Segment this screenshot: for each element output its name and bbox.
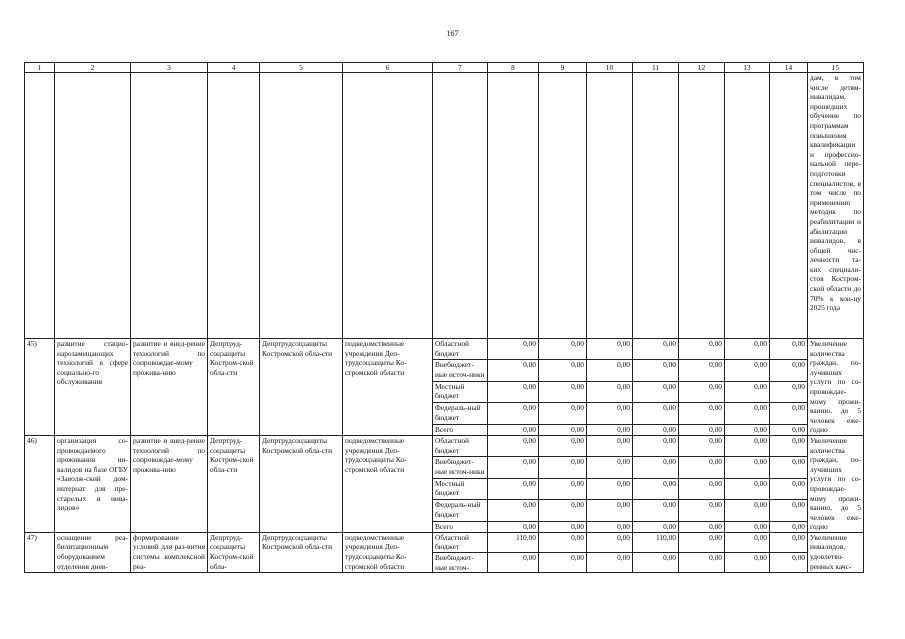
measure-name: развитие стацио-нарозамещающих технологий в сфере социально-го обслуживания [55,339,131,436]
column-header: 13 [725,63,770,73]
funding-value: 0,00 [587,403,633,424]
funding-value: 0,00 [725,521,770,532]
funding-value: 0,00 [725,500,770,521]
funding-value: 0,00 [633,553,679,573]
funding-value: 0,00 [770,521,808,532]
funding-value: 0,00 [539,478,587,499]
responsible-executor: Депртруд-соцзащиты Костром-ской обла-сти [208,435,260,532]
expected-result: Увеличение количества граждан, по-лучивших услуги по со-провождае-мому прожи-ванию, до 5 человек еже-годно [808,339,864,436]
funding-value: 0,00 [679,381,725,402]
funding-value: 0,00 [488,521,539,532]
funding-value: 0,00 [633,521,679,532]
column-header: 15 [808,63,864,73]
funding-value: 0,00 [539,424,587,435]
row-number: 46) [25,435,55,532]
funding-value: 0,00 [539,435,587,456]
funding-value: 0,00 [539,381,587,402]
funding-value: 0,00 [539,339,587,360]
funding-value: 0,00 [679,553,725,573]
funding-value: 0,00 [587,435,633,456]
funding-value: 0,00 [679,360,725,381]
funding-source: Внебюджет-ные источ-ники [433,360,488,381]
funding-value: 0,00 [587,339,633,360]
funding-value: 0,00 [633,360,679,381]
column-header: 6 [343,63,433,73]
funding-value: 0,00 [770,435,808,456]
funding-source: Внебюджет-ные источ-ники [433,457,488,478]
funding-value: 0,00 [725,478,770,499]
funding-value: 0,00 [725,457,770,478]
column-header: 9 [539,63,587,73]
funding-value: 0,00 [488,435,539,456]
funding-value: 0,00 [587,360,633,381]
funding-value: 0,00 [725,360,770,381]
column-header: 1 [25,63,55,73]
funding-value: 0,00 [539,500,587,521]
funding-value: 0,00 [633,435,679,456]
page-number: 167 [446,29,459,38]
column-header: 2 [55,63,131,73]
funding-value: 0,00 [633,500,679,521]
funding-value: 0,00 [488,478,539,499]
funding-value: 0,00 [725,553,770,573]
funding-value: 0,00 [488,500,539,521]
funding-value: 0,00 [488,360,539,381]
funding-value: 0,00 [539,521,587,532]
expected-result: Увеличение инвалидов, удовлетво-ренных качс- [808,532,864,572]
funding-value: 0,00 [770,457,808,478]
funding-value: 0,00 [633,457,679,478]
funding-value: 0,00 [679,403,725,424]
funding-value: 0,00 [770,500,808,521]
row-number: 47) [25,532,55,572]
funding-value: 0,00 [587,457,633,478]
funding-source: Областной бюджет [433,435,488,456]
funding-value: 0,00 [633,478,679,499]
funding-value: 0,00 [770,381,808,402]
funding-source: Федераль-ный бюджет [433,403,488,424]
column-header: 11 [633,63,679,73]
funding-value: 0,00 [587,553,633,573]
coexecutor: Депртрудсоцзащиты Костромской обла-сти [260,435,343,532]
funding-value: 0,00 [770,532,808,552]
funding-value: 0,00 [539,403,587,424]
measure-goal: развитие и внед-рение технологий по сопровождае-мому прожива-нию [131,339,208,436]
funding-value: 0,00 [488,424,539,435]
funding-source: Областной бюджет [433,339,488,360]
funding-value: 0,00 [770,478,808,499]
funding-source: Местный бюджет [433,478,488,499]
coexecutor: Депртрудсоцзащиты Костромской обла-сти [260,339,343,436]
responsible-executor: Депртруд-соцзащиты Костром-ской обла- [208,532,260,572]
funding-value: 0,00 [488,553,539,573]
funding-value: 0,00 [539,360,587,381]
responsible-executor: Депртруд-соцзащиты Костром-ской обла-сти [208,339,260,436]
funding-source: Всего [433,424,488,435]
funding-value: 0,00 [488,403,539,424]
column-header: 12 [679,63,725,73]
funding-value: 0,00 [725,532,770,552]
funding-value: 0,00 [679,521,725,532]
funding-value: 0,00 [679,424,725,435]
funding-source: Областной бюджет [433,532,488,552]
funding-value: 0,00 [679,457,725,478]
funding-value: 0,00 [725,381,770,402]
header-row [25,63,864,73]
funding-value: 0,00 [488,381,539,402]
participants: подведомственные учреждения Деп-трудсоцзащиты Ко-стромской области [343,339,433,436]
column-header: 3 [131,63,208,73]
funding-value: 0,00 [539,553,587,573]
row-number: 45) [25,339,55,436]
funding-value: 0,00 [679,435,725,456]
funding-value: 0,00 [633,424,679,435]
funding-value: 0,00 [488,457,539,478]
program-table [24,62,864,573]
funding-value: 0,00 [770,360,808,381]
table-row [25,435,864,456]
funding-value: 0,00 [633,403,679,424]
funding-value: 0,00 [770,339,808,360]
column-header: 7 [433,63,488,73]
participants: подведомственные учреждения Деп-трудсоцзащиты Ко-стромской области [343,532,433,572]
measure-name: организация со-провождаемого проживания ин-валидов на базе ОГБУ «Заволж-ский дом-интернат для пре-старелых и инва-лидов» [55,435,131,532]
table-row [25,339,864,360]
funding-source: Местный бюджет [433,381,488,402]
funding-source: Федераль-ный бюджет [433,500,488,521]
coexecutor: Депртрудсоцзащиты Костромской обла-сти [260,532,343,572]
funding-value: 0,00 [587,532,633,552]
measure-goal: развитие и внед-рение технологий по сопровождае-мому прожива-нию [131,435,208,532]
column-header: 8 [488,63,539,73]
funding-value: 0,00 [587,381,633,402]
measure-name: оснащение реа-билитационным оборудованием отделения днев- [55,532,131,572]
funding-value: 0,00 [725,339,770,360]
table-row [25,532,864,552]
carryover-result-cell: дам, в том числе детям-инвалидам, прошедших обучение по программам повышения квалификации и профессио-нальной пере-подготовки специалистов, в том числе по применению методик по реабилитации и абилитации инвалидов, в общей чис-ленности та-ких специали-стов Костром-ской области до 70% к кон-цу 2025 года [808,73,864,339]
funding-value: 110,00 [633,532,679,552]
funding-value: 0,00 [587,424,633,435]
funding-source: Всего [433,521,488,532]
carryover-row [25,73,864,339]
column-header: 4 [208,63,260,73]
column-header: 14 [770,63,808,73]
funding-value: 0,00 [488,339,539,360]
funding-value: 0,00 [679,478,725,499]
funding-value: 0,00 [587,500,633,521]
funding-value: 0,00 [770,403,808,424]
funding-value: 0,00 [587,521,633,532]
funding-value: 0,00 [725,403,770,424]
column-header: 5 [260,63,343,73]
funding-value: 0,00 [725,424,770,435]
funding-value: 0,00 [539,532,587,552]
expected-result: Увеличение количества граждан, по-лучивших услуги по со-провождае-мому прожи-ванию, до 5 человек еже-годно [808,435,864,532]
funding-value: 0,00 [587,478,633,499]
funding-value: 0,00 [725,435,770,456]
funding-source: Внебюджет-ные источ- [433,553,488,573]
funding-value: 110,00 [488,532,539,552]
funding-value: 0,00 [679,532,725,552]
participants: подведомственные учреждения Деп-трудсоцзащиты Ко-стромской области [343,435,433,532]
funding-value: 0,00 [679,500,725,521]
funding-value: 0,00 [679,339,725,360]
funding-value: 0,00 [633,339,679,360]
funding-value: 0,00 [770,553,808,573]
funding-value: 0,00 [633,381,679,402]
column-header: 10 [587,63,633,73]
funding-value: 0,00 [770,424,808,435]
measure-goal: формирование условий для раз-вития системы комплексной реа- [131,532,208,572]
funding-value: 0,00 [539,457,587,478]
